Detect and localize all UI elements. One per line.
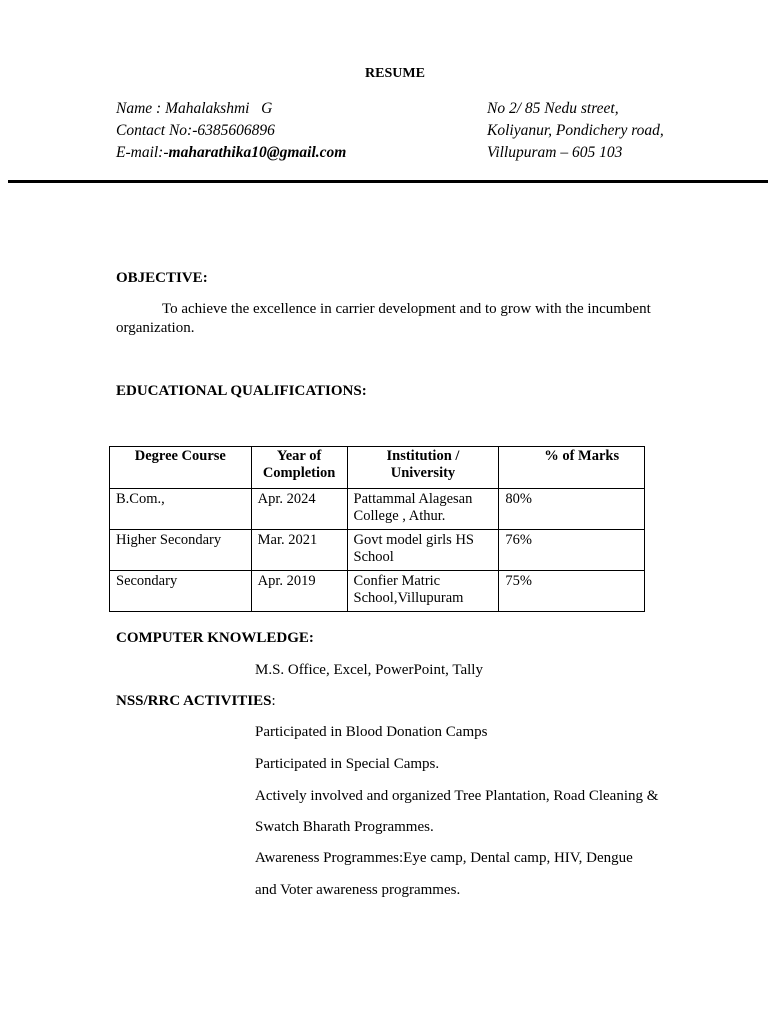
objective-text: To achieve the excellence in carrier development and to grow with the incumbent organization. bbox=[116, 301, 651, 336]
computer-skills: M.S. Office, Excel, PowerPoint, Tally bbox=[255, 662, 483, 678]
course-cell: Secondary bbox=[110, 571, 252, 612]
year-cell: Apr. 2024 bbox=[251, 489, 347, 530]
resume-title: RESUME bbox=[365, 66, 425, 81]
institution-cell: Govt model girls HS School bbox=[347, 530, 499, 571]
column-header: Year of Completion bbox=[251, 447, 347, 489]
column-header: % of Marks bbox=[499, 447, 645, 489]
name-line: Name : Mahalakshmi G bbox=[116, 100, 273, 117]
table-row bbox=[110, 571, 645, 612]
column-header: Institution / University bbox=[347, 447, 499, 489]
education-table bbox=[109, 446, 645, 612]
objective-heading: OBJECTIVE: bbox=[116, 270, 208, 286]
institution-cell: Pattammal Alagesan College , Athur. bbox=[347, 489, 499, 530]
marks-cell: 80% bbox=[499, 489, 645, 530]
institution-cell: Confier Matric School,Villupuram bbox=[347, 571, 499, 612]
course-cell: B.Com., bbox=[110, 489, 252, 530]
computer-heading: COMPUTER KNOWLEDGE: bbox=[116, 630, 314, 646]
education-heading: EDUCATIONAL QUALIFICATIONS: bbox=[116, 383, 367, 399]
table-row bbox=[110, 530, 645, 571]
address-line-2: Koliyanur, Pondichery road, bbox=[487, 122, 664, 139]
activity-line: Actively involved and organized Tree Plantation, Road Cleaning & bbox=[255, 788, 659, 804]
address-line-1: No 2/ 85 Nedu street, bbox=[487, 100, 619, 117]
table-row bbox=[110, 489, 645, 530]
address-block bbox=[487, 98, 664, 164]
activities-heading bbox=[116, 693, 276, 710]
personal-details bbox=[116, 98, 346, 164]
activity-line: and Voter awareness programmes. bbox=[255, 882, 461, 898]
contact-line: Contact No:-6385606896 bbox=[116, 122, 275, 139]
activities-heading-colon: : bbox=[271, 693, 276, 709]
table-header-row bbox=[110, 447, 645, 489]
activity-line: Swatch Bharath Programmes. bbox=[255, 819, 434, 835]
address-line-3: Villupuram – 605 103 bbox=[487, 144, 623, 161]
email-line bbox=[116, 142, 346, 164]
activity-line: Participated in Special Camps. bbox=[255, 756, 440, 772]
year-cell: Apr. 2019 bbox=[251, 571, 347, 612]
marks-cell: 75% bbox=[499, 571, 645, 612]
activities-heading-text: NSS/RRC ACTIVITIES bbox=[116, 693, 272, 709]
marks-cell: 76% bbox=[499, 530, 645, 571]
activity-line: Awareness Programmes:Eye camp, Dental camp, HIV, Dengue bbox=[255, 850, 633, 866]
year-cell: Mar. 2021 bbox=[251, 530, 347, 571]
email-label: E-mail:- bbox=[116, 144, 169, 161]
header-divider bbox=[8, 180, 768, 183]
email-address: maharathika10@gmail.com bbox=[168, 144, 347, 161]
column-header: Degree Course bbox=[110, 447, 252, 489]
course-cell: Higher Secondary bbox=[110, 530, 252, 571]
activity-line: Participated in Blood Donation Camps bbox=[255, 724, 488, 740]
